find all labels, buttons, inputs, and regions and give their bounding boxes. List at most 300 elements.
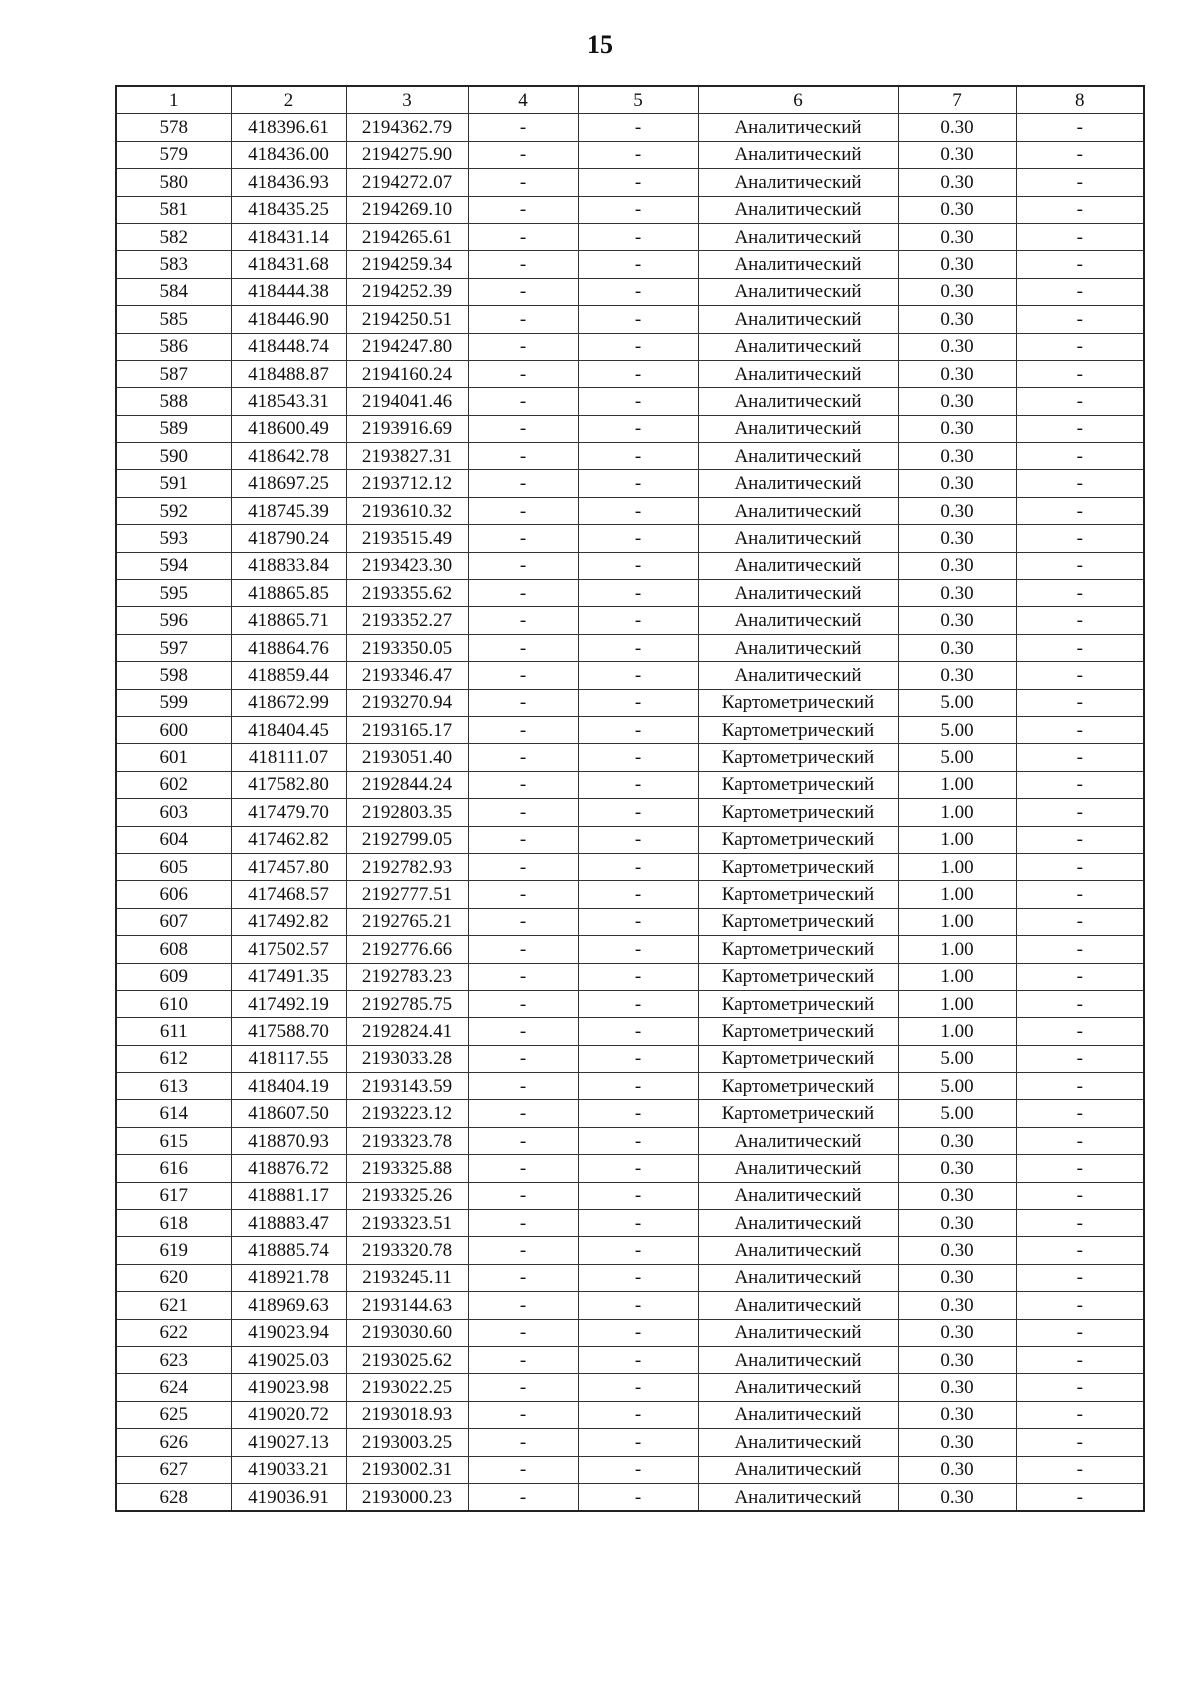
table-cell: - <box>468 470 578 497</box>
table-cell: 418870.93 <box>231 1127 346 1154</box>
table-cell: - <box>578 525 698 552</box>
table-cell: 419023.98 <box>231 1374 346 1401</box>
table-cell: - <box>578 1319 698 1346</box>
table-cell: - <box>468 552 578 579</box>
table-cell: 596 <box>116 607 231 634</box>
table-cell: 5.00 <box>898 1045 1016 1072</box>
table-cell: 2193025.62 <box>346 1346 468 1373</box>
table-row <box>116 388 1144 415</box>
table-cell: 417492.82 <box>231 908 346 935</box>
table-cell: - <box>1016 936 1144 963</box>
table-cell: - <box>1016 881 1144 908</box>
table-cell: - <box>468 141 578 168</box>
table-cell: 2194259.34 <box>346 251 468 278</box>
table-cell: 418488.87 <box>231 360 346 387</box>
table-cell: - <box>1016 552 1144 579</box>
table-cell: 2194275.90 <box>346 141 468 168</box>
table-cell: Аналитический <box>698 1346 898 1373</box>
table-cell: 607 <box>116 908 231 935</box>
table-cell: Аналитический <box>698 196 898 223</box>
table-cell: - <box>578 826 698 853</box>
table-cell: 597 <box>116 634 231 661</box>
table-cell: 587 <box>116 360 231 387</box>
table-cell: Аналитический <box>698 1127 898 1154</box>
table-cell: 2193610.32 <box>346 497 468 524</box>
table-cell: 1.00 <box>898 1018 1016 1045</box>
table-cell: 419023.94 <box>231 1319 346 1346</box>
table-cell: 0.30 <box>898 1127 1016 1154</box>
table-cell: 417468.57 <box>231 881 346 908</box>
table-cell: - <box>468 1374 578 1401</box>
table-cell: 615 <box>116 1127 231 1154</box>
table-cell: 2194362.79 <box>346 114 468 141</box>
table-cell: 0.30 <box>898 1264 1016 1291</box>
table-cell: 2192799.05 <box>346 826 468 853</box>
table-cell: 1.00 <box>898 881 1016 908</box>
table-cell: 0.30 <box>898 278 1016 305</box>
table-cell: 588 <box>116 388 231 415</box>
table-cell: 5.00 <box>898 716 1016 743</box>
table-cell: 594 <box>116 552 231 579</box>
table-row <box>116 141 1144 168</box>
table-cell: - <box>468 607 578 634</box>
table-cell: 603 <box>116 799 231 826</box>
table-cell: 623 <box>116 1346 231 1373</box>
table-cell: 417492.19 <box>231 990 346 1017</box>
table-cell: - <box>468 1346 578 1373</box>
table-header-row <box>116 86 1144 114</box>
table-cell: 0.30 <box>898 525 1016 552</box>
table-cell: 2193018.93 <box>346 1401 468 1428</box>
table-cell: - <box>468 114 578 141</box>
table-cell: - <box>1016 716 1144 743</box>
table-row <box>116 634 1144 661</box>
table-cell: 419020.72 <box>231 1401 346 1428</box>
table-cell: 1.00 <box>898 771 1016 798</box>
table-row <box>116 1182 1144 1209</box>
table-cell: Аналитический <box>698 223 898 250</box>
table-cell: 0.30 <box>898 306 1016 333</box>
table-cell: - <box>578 415 698 442</box>
table-cell: 418435.25 <box>231 196 346 223</box>
table-cell: 0.30 <box>898 470 1016 497</box>
table-cell: 2192803.35 <box>346 799 468 826</box>
table-cell: Аналитический <box>698 169 898 196</box>
table-cell: - <box>1016 306 1144 333</box>
table-cell: 1.00 <box>898 799 1016 826</box>
table-cell: - <box>578 936 698 963</box>
table-cell: 417502.57 <box>231 936 346 963</box>
table-cell: 2193916.69 <box>346 415 468 442</box>
table-cell: 590 <box>116 443 231 470</box>
table-cell: - <box>1016 689 1144 716</box>
table-cell: - <box>578 1210 698 1237</box>
table-cell: - <box>468 936 578 963</box>
table-cell: - <box>578 278 698 305</box>
table-cell: Аналитический <box>698 497 898 524</box>
table-cell: Аналитический <box>698 443 898 470</box>
table-cell: Аналитический <box>698 360 898 387</box>
table-row <box>116 1100 1144 1127</box>
table-cell: 0.30 <box>898 360 1016 387</box>
table-cell: 2192777.51 <box>346 881 468 908</box>
table-cell: 592 <box>116 497 231 524</box>
table-cell: 418448.74 <box>231 333 346 360</box>
table-cell: - <box>468 1045 578 1072</box>
table-cell: 595 <box>116 580 231 607</box>
table-cell: - <box>468 278 578 305</box>
table-cell: - <box>468 1292 578 1319</box>
table-cell: - <box>468 443 578 470</box>
table-cell: 2194250.51 <box>346 306 468 333</box>
table-cell: - <box>1016 1346 1144 1373</box>
table-cell: Аналитический <box>698 1292 898 1319</box>
table-cell: Аналитический <box>698 1374 898 1401</box>
table-cell: - <box>578 1374 698 1401</box>
table-cell: - <box>1016 1018 1144 1045</box>
table-cell: 1.00 <box>898 826 1016 853</box>
table-row <box>116 443 1144 470</box>
table-cell: 2193323.78 <box>346 1127 468 1154</box>
table-cell: - <box>578 552 698 579</box>
table-cell: Аналитический <box>698 1182 898 1209</box>
table-cell: - <box>578 1346 698 1373</box>
table-cell: 418883.47 <box>231 1210 346 1237</box>
table-row <box>116 169 1144 196</box>
table-row <box>116 1210 1144 1237</box>
table-cell: 1.00 <box>898 936 1016 963</box>
table-cell: 2193355.62 <box>346 580 468 607</box>
table-row <box>116 470 1144 497</box>
table-cell: 609 <box>116 963 231 990</box>
table-cell: 417462.82 <box>231 826 346 853</box>
table-cell: 417479.70 <box>231 799 346 826</box>
table-cell: 2192776.66 <box>346 936 468 963</box>
table-cell: 583 <box>116 251 231 278</box>
table-cell: 0.30 <box>898 415 1016 442</box>
table-cell: Аналитический <box>698 141 898 168</box>
table-cell: - <box>468 1429 578 1456</box>
table-cell: 1.00 <box>898 963 1016 990</box>
table-cell: 608 <box>116 936 231 963</box>
table-cell: Картометрический <box>698 1018 898 1045</box>
table-cell: Картометрический <box>698 853 898 880</box>
table-cell: - <box>468 388 578 415</box>
table-cell: 0.30 <box>898 497 1016 524</box>
table-row <box>116 1429 1144 1456</box>
table-cell: - <box>1016 169 1144 196</box>
table-row <box>116 1155 1144 1182</box>
table-cell: - <box>468 333 578 360</box>
table-cell: - <box>578 853 698 880</box>
table-cell: - <box>578 881 698 908</box>
table-cell: 2194252.39 <box>346 278 468 305</box>
table-cell: 418543.31 <box>231 388 346 415</box>
table-cell: Аналитический <box>698 1155 898 1182</box>
table-cell: - <box>468 881 578 908</box>
table-row <box>116 607 1144 634</box>
table-cell: 2192785.75 <box>346 990 468 1017</box>
table-cell: 418436.93 <box>231 169 346 196</box>
table-cell: 2192844.24 <box>346 771 468 798</box>
table-cell: 419025.03 <box>231 1346 346 1373</box>
table-cell: - <box>1016 1237 1144 1264</box>
table-cell: - <box>578 1073 698 1100</box>
table-cell: 418864.76 <box>231 634 346 661</box>
table-cell: 2193033.28 <box>346 1045 468 1072</box>
table-row <box>116 415 1144 442</box>
table-cell: - <box>468 1483 578 1511</box>
table-cell: 614 <box>116 1100 231 1127</box>
table-cell: - <box>578 360 698 387</box>
table-cell: 578 <box>116 114 231 141</box>
table-cell: - <box>1016 278 1144 305</box>
table-cell: 2193002.31 <box>346 1456 468 1483</box>
table-cell: Картометрический <box>698 990 898 1017</box>
table-cell: - <box>468 1155 578 1182</box>
table-cell: 0.30 <box>898 1483 1016 1511</box>
table-cell: Аналитический <box>698 1483 898 1511</box>
table-cell: - <box>468 799 578 826</box>
table-cell: Картометрический <box>698 799 898 826</box>
table-cell: 600 <box>116 716 231 743</box>
table-cell: 2193350.05 <box>346 634 468 661</box>
table-cell: 582 <box>116 223 231 250</box>
table-cell: 2193320.78 <box>346 1237 468 1264</box>
table-cell: 606 <box>116 881 231 908</box>
table-row <box>116 1319 1144 1346</box>
table-row <box>116 525 1144 552</box>
table-cell: - <box>468 662 578 689</box>
table-cell: Аналитический <box>698 1401 898 1428</box>
table-cell: 418642.78 <box>231 443 346 470</box>
table-row <box>116 1045 1144 1072</box>
table-cell: - <box>578 1155 698 1182</box>
table-cell: Аналитический <box>698 1456 898 1483</box>
table-cell: 602 <box>116 771 231 798</box>
table-cell: 418745.39 <box>231 497 346 524</box>
table-cell: - <box>1016 443 1144 470</box>
table-cell: 5.00 <box>898 1073 1016 1100</box>
table-cell: - <box>1016 963 1144 990</box>
table-cell: Картометрический <box>698 1073 898 1100</box>
table-cell: - <box>1016 1264 1144 1291</box>
table-row <box>116 990 1144 1017</box>
table-row <box>116 826 1144 853</box>
table-cell: 2192765.21 <box>346 908 468 935</box>
table-cell: Картометрический <box>698 744 898 771</box>
table-cell: - <box>578 990 698 1017</box>
table-cell: 0.30 <box>898 1401 1016 1428</box>
table-cell: - <box>468 251 578 278</box>
table-cell: - <box>1016 141 1144 168</box>
table-cell: Аналитический <box>698 251 898 278</box>
table-cell: - <box>1016 1155 1144 1182</box>
table-cell: 1.00 <box>898 853 1016 880</box>
table-cell: - <box>1016 662 1144 689</box>
table-cell: 2193827.31 <box>346 443 468 470</box>
table-row <box>116 1374 1144 1401</box>
table-cell: 419033.21 <box>231 1456 346 1483</box>
table-cell: - <box>578 662 698 689</box>
table-cell: 2194247.80 <box>346 333 468 360</box>
table-cell: - <box>578 634 698 661</box>
table-cell: 418969.63 <box>231 1292 346 1319</box>
table-row <box>116 1237 1144 1264</box>
table-cell: 604 <box>116 826 231 853</box>
table-cell: Картометрический <box>698 716 898 743</box>
table-row <box>116 1018 1144 1045</box>
table-cell: 584 <box>116 278 231 305</box>
table-cell: 418790.24 <box>231 525 346 552</box>
table-cell: 418672.99 <box>231 689 346 716</box>
table-cell: Аналитический <box>698 306 898 333</box>
table-row <box>116 1073 1144 1100</box>
table-row <box>116 1292 1144 1319</box>
table-row <box>116 360 1144 387</box>
table-cell: - <box>1016 1210 1144 1237</box>
table-cell: - <box>1016 470 1144 497</box>
table-cell: - <box>1016 1374 1144 1401</box>
table-cell: 598 <box>116 662 231 689</box>
table-cell: - <box>578 963 698 990</box>
table-cell: 585 <box>116 306 231 333</box>
table-cell: Аналитический <box>698 1237 898 1264</box>
table-cell: 418885.74 <box>231 1237 346 1264</box>
table-cell: 2193346.47 <box>346 662 468 689</box>
table-cell: 0.30 <box>898 388 1016 415</box>
table-cell: - <box>468 1182 578 1209</box>
table-cell: 593 <box>116 525 231 552</box>
table-cell: 2192824.41 <box>346 1018 468 1045</box>
table-cell: - <box>1016 580 1144 607</box>
table-cell: - <box>1016 333 1144 360</box>
table-cell: 0.30 <box>898 196 1016 223</box>
table-cell: Аналитический <box>698 580 898 607</box>
table-cell: 586 <box>116 333 231 360</box>
table-cell: 419036.91 <box>231 1483 346 1511</box>
table-cell: 1.00 <box>898 990 1016 1017</box>
table-cell: - <box>468 1073 578 1100</box>
table-cell: 2193223.12 <box>346 1100 468 1127</box>
table-cell: 418404.45 <box>231 716 346 743</box>
table-cell: 418404.19 <box>231 1073 346 1100</box>
table-cell: 2192782.93 <box>346 853 468 880</box>
table-cell: - <box>1016 853 1144 880</box>
table-cell: Аналитический <box>698 607 898 634</box>
table-cell: - <box>1016 1073 1144 1100</box>
table-cell: - <box>578 251 698 278</box>
table-cell: 0.30 <box>898 1429 1016 1456</box>
table-cell: 613 <box>116 1073 231 1100</box>
table-row <box>116 114 1144 141</box>
table-cell: 601 <box>116 744 231 771</box>
table-cell: - <box>578 169 698 196</box>
table-cell: - <box>468 306 578 333</box>
table-cell: - <box>1016 415 1144 442</box>
table-cell: Аналитический <box>698 278 898 305</box>
table-cell: 2194269.10 <box>346 196 468 223</box>
table-cell: - <box>468 1237 578 1264</box>
table-cell: Аналитический <box>698 1319 898 1346</box>
table-cell: - <box>468 223 578 250</box>
table-cell: 625 <box>116 1401 231 1428</box>
table-cell: - <box>1016 497 1144 524</box>
table-cell: - <box>468 525 578 552</box>
table-cell: 624 <box>116 1374 231 1401</box>
column-header: 3 <box>346 86 468 114</box>
table-cell: 0.30 <box>898 1182 1016 1209</box>
column-header: 2 <box>231 86 346 114</box>
table-cell: Картометрический <box>698 1045 898 1072</box>
table-cell: 418444.38 <box>231 278 346 305</box>
table-cell: 0.30 <box>898 141 1016 168</box>
table-cell: - <box>578 908 698 935</box>
table-row <box>116 497 1144 524</box>
table-cell: 626 <box>116 1429 231 1456</box>
column-header: 4 <box>468 86 578 114</box>
table-cell: - <box>578 1483 698 1511</box>
table-cell: - <box>578 1292 698 1319</box>
table-cell: 418446.90 <box>231 306 346 333</box>
table-cell: 618 <box>116 1210 231 1237</box>
table-row <box>116 662 1144 689</box>
table-cell: - <box>468 716 578 743</box>
table-cell: - <box>468 908 578 935</box>
table-row <box>116 716 1144 743</box>
table-cell: - <box>468 169 578 196</box>
table-cell: - <box>1016 1182 1144 1209</box>
table-cell: 0.30 <box>898 251 1016 278</box>
table-row <box>116 1456 1144 1483</box>
table-cell: - <box>578 716 698 743</box>
table-cell: 0.30 <box>898 662 1016 689</box>
table-cell: - <box>468 826 578 853</box>
table-cell: - <box>578 1100 698 1127</box>
table-cell: - <box>1016 634 1144 661</box>
table-cell: - <box>578 689 698 716</box>
table-cell: - <box>468 1127 578 1154</box>
table-cell: 2193352.27 <box>346 607 468 634</box>
table-cell: - <box>1016 1319 1144 1346</box>
table-cell: - <box>1016 771 1144 798</box>
table-cell: 0.30 <box>898 1292 1016 1319</box>
table-cell: - <box>1016 799 1144 826</box>
table-cell: - <box>578 1429 698 1456</box>
table-cell: 418865.85 <box>231 580 346 607</box>
table-cell: - <box>468 1456 578 1483</box>
table-cell: - <box>578 799 698 826</box>
table-cell: Картометрический <box>698 881 898 908</box>
table-row <box>116 744 1144 771</box>
table-cell: - <box>578 333 698 360</box>
table-cell: 418600.49 <box>231 415 346 442</box>
table-row <box>116 1264 1144 1291</box>
table-cell: - <box>468 497 578 524</box>
table-cell: - <box>578 1401 698 1428</box>
table-cell: 580 <box>116 169 231 196</box>
coordinates-table <box>115 85 1145 1512</box>
table-cell: - <box>468 689 578 716</box>
table-row <box>116 1401 1144 1428</box>
table-cell: - <box>468 1018 578 1045</box>
table-cell: - <box>468 634 578 661</box>
table-cell: 610 <box>116 990 231 1017</box>
table-cell: Картометрический <box>698 936 898 963</box>
table-cell: - <box>468 990 578 1017</box>
table-cell: - <box>1016 607 1144 634</box>
table-row <box>116 1483 1144 1511</box>
